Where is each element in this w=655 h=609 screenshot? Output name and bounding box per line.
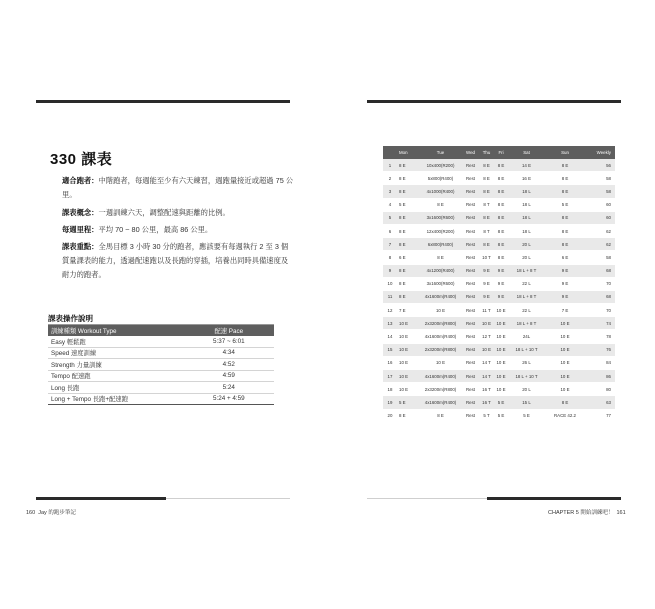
table-row [383,277,615,290]
thu-workout: 5 T [479,409,494,422]
fri-workout: 8 E [494,211,508,224]
paragraph-text: 中階跑者，每週能至少有六天練習，週跑量接近或超過 75 公里。 [62,176,294,199]
thu-workout: 8 T [479,224,494,237]
thu-workout: 8 E [479,238,494,251]
left-bottom-rule [36,497,166,500]
tue-workout: 2x3200m(R800) [419,343,462,356]
weekly-total: 84 [585,356,615,369]
table-row [383,396,615,409]
sat-workout: 18 L [508,224,545,237]
sun-workout: 8 E [545,159,585,172]
fri-workout: 10 E [494,356,508,369]
paragraph-label: 適合跑者： [62,176,99,185]
schedule-header-week [383,146,397,159]
table-row [383,304,615,317]
week-number: 2 [383,172,397,185]
pace-value: 5:24 + 4:59 [184,393,274,405]
sun-workout: 10 E [545,343,585,356]
thu-workout: 16 T [479,383,494,396]
schedule-header-sun: Sun [545,146,585,159]
sun-workout: RACE 42.2 [545,409,585,422]
sat-workout: 5 E [508,409,545,422]
tue-workout: 6x800(R400) [419,238,462,251]
weekly-total: 74 [585,317,615,330]
table-row [48,370,274,382]
table-row [383,251,615,264]
fri-workout: 8 E [494,159,508,172]
mon-workout: 8 E [397,238,419,251]
wed-workout: Rest [462,224,479,237]
table-row [48,336,274,347]
paragraph-concept [62,206,294,220]
weekly-total: 56 [585,159,615,172]
tue-workout: 2x3200m(R800) [419,383,462,396]
wed-workout: Rest [462,238,479,251]
week-number: 11 [383,290,397,303]
mon-workout: 8 E [397,409,419,422]
weekly-total: 76 [585,343,615,356]
paragraph-weekly-mileage [62,223,294,237]
fri-workout: 5 E [494,396,508,409]
table-row [48,359,274,371]
sun-workout: 10 E [545,317,585,330]
weekly-total: 70 [585,304,615,317]
tue-workout: 2x3200m(R800) [419,317,462,330]
mon-workout: 10 E [397,356,419,369]
sun-workout: 10 E [545,383,585,396]
week-number: 17 [383,370,397,383]
tue-workout: 8 E [419,409,462,422]
table-row [383,290,615,303]
sat-workout: 20 L [508,251,545,264]
sat-workout: 18 L [508,185,545,198]
wed-workout: Rest [462,330,479,343]
fri-workout: 5 E [494,409,508,422]
paragraph-label: 課表重點： [62,242,99,251]
fri-workout: 8 E [494,185,508,198]
fri-workout: 8 E [494,198,508,211]
tue-workout: 10x400(R200) [419,159,462,172]
pace-value: 4:34 [184,347,274,359]
sun-workout: 10 E [545,356,585,369]
wed-workout: Rest [462,383,479,396]
thu-workout: 10 E [479,343,494,356]
schedule-header-row [383,146,615,159]
table-row [48,393,274,405]
sun-workout: 10 E [545,330,585,343]
table-row [383,224,615,237]
thu-workout: 9 E [479,290,494,303]
wed-workout: Rest [462,211,479,224]
sat-workout: 15 L [508,396,545,409]
weekly-total: 70 [585,277,615,290]
thu-workout: 8 E [479,172,494,185]
sat-workout: 22 L [508,304,545,317]
ops-table-header [48,325,274,336]
fri-workout: 10 E [494,317,508,330]
week-number: 7 [383,238,397,251]
left-bottom-rule-thin [166,498,290,499]
schedule-header-sat: Sat [508,146,545,159]
pace-value: 5:37 ~ 6:01 [184,336,274,347]
mon-workout: 8 E [397,159,419,172]
tue-workout: 3x1600(R600) [419,211,462,224]
sat-workout: 18 L + 8 T [508,317,545,330]
sun-workout: 8 E [545,185,585,198]
wed-workout: Rest [462,159,479,172]
fri-workout: 9 E [494,264,508,277]
table-row [383,159,615,172]
right-top-rule [367,100,621,103]
week-number: 14 [383,330,397,343]
workout-type: Long + Tempo 長跑+配速跑 [48,393,184,405]
sat-workout: 18 L + 10 T [508,370,545,383]
book-title: Jay 的跑步筆記 [38,510,76,516]
schedule-header-fri: Fri [494,146,508,159]
thu-workout: 14 T [479,356,494,369]
week-number: 1 [383,159,397,172]
workout-type: Strength 力量訓練 [48,359,184,371]
tue-workout: 10 E [419,304,462,317]
wed-workout: Rest [462,198,479,211]
tue-workout: 4x1200(R400) [419,264,462,277]
week-number: 8 [383,251,397,264]
table-row [383,264,615,277]
fri-workout: 9 E [494,290,508,303]
sun-workout: 8 E [545,238,585,251]
wed-workout: Rest [462,185,479,198]
table-row [383,383,615,396]
wed-workout: Rest [462,277,479,290]
tue-workout: 4x1600m(R400) [419,370,462,383]
sat-workout: 18 L [508,211,545,224]
mon-workout: 8 E [397,185,419,198]
wed-workout: Rest [462,396,479,409]
mon-workout: 8 E [397,172,419,185]
weekly-total: 86 [585,370,615,383]
right-bottom-rule-thin [367,498,487,499]
ops-table [48,325,274,405]
table-row [383,317,615,330]
pace-value: 4:59 [184,370,274,382]
tue-workout: 10 E [419,356,462,369]
weekly-total: 58 [585,251,615,264]
week-number: 3 [383,185,397,198]
thu-workout: 14 T [479,370,494,383]
thu-workout: 16 T [479,396,494,409]
table-row [383,330,615,343]
week-number: 10 [383,277,397,290]
wed-workout: Rest [462,409,479,422]
week-number: 15 [383,343,397,356]
training-schedule-table [383,146,615,423]
schedule-header-tue: Tue [419,146,462,159]
wed-workout: Rest [462,251,479,264]
wed-workout: Rest [462,264,479,277]
paragraph-text: 一週訓練六天，調整配速與距離的比例。 [98,208,230,217]
paragraph-focus [62,240,294,282]
sun-workout: 8 E [545,396,585,409]
right-bottom-rule [487,497,621,500]
page-number: 160 [26,510,36,516]
sun-workout: 8 E [545,224,585,237]
table-row [383,343,615,356]
sat-workout: 14 E [508,159,545,172]
week-number: 13 [383,317,397,330]
fri-workout: 8 E [494,172,508,185]
fri-workout: 8 E [494,238,508,251]
sun-workout: 9 E [545,290,585,303]
weekly-total: 68 [585,290,615,303]
sun-workout: 5 E [545,198,585,211]
pace-value: 5:24 [184,382,274,394]
ops-section-title: 課表操作說明 [48,314,93,323]
thu-workout: 8 E [479,185,494,198]
table-row [383,172,615,185]
page-title: 330 課表 [50,151,113,168]
wed-workout: Rest [462,370,479,383]
fri-workout: 10 E [494,370,508,383]
weekly-total: 77 [585,409,615,422]
weekly-total: 62 [585,238,615,251]
thu-workout: 8 T [479,198,494,211]
mon-workout: 8 E [397,211,419,224]
thu-workout: 8 E [479,159,494,172]
schedule-header-mon: Mon [397,146,419,159]
thu-workout: 11 T [479,304,494,317]
left-page-footer [26,508,76,516]
sun-workout: 9 E [545,277,585,290]
fri-workout: 10 E [494,304,508,317]
sat-workout: 26 L [508,356,545,369]
fri-workout: 9 E [494,277,508,290]
table-row [383,409,615,422]
paragraph-label: 每週里程： [62,225,99,234]
wed-workout: Rest [462,172,479,185]
sat-workout: 18 L + 8 T [508,290,545,303]
mon-workout: 6 E [397,251,419,264]
week-number: 18 [383,383,397,396]
week-number: 4 [383,198,397,211]
week-number: 19 [383,396,397,409]
table-row [383,238,615,251]
week-number: 6 [383,224,397,237]
week-number: 12 [383,304,397,317]
sat-workout: 18 L + 8 T [508,264,545,277]
weekly-total: 58 [585,185,615,198]
table-row [383,185,615,198]
thu-workout: 10 T [479,251,494,264]
schedule-header-weekly: Weekly [585,146,615,159]
tue-workout: 4x1600m(R400) [419,330,462,343]
sun-workout: 8 E [545,211,585,224]
sat-workout: 18 L + 10 T [508,343,545,356]
week-number: 20 [383,409,397,422]
table-row [383,211,615,224]
page-number: 161 [616,510,626,516]
week-number: 5 [383,211,397,224]
workout-type: Speed 速度訓練 [48,347,184,359]
sun-workout: 9 E [545,264,585,277]
mon-workout: 10 E [397,343,419,356]
mon-workout: 5 E [397,396,419,409]
sat-workout: 18 L [508,198,545,211]
mon-workout: 10 E [397,317,419,330]
tue-workout: 4x1600m(R400) [419,396,462,409]
fri-workout: 10 E [494,383,508,396]
week-number: 16 [383,356,397,369]
mon-workout: 8 E [397,277,419,290]
wed-workout: Rest [462,304,479,317]
mon-workout: 8 E [397,224,419,237]
table-row [383,356,615,369]
fri-workout: 8 E [494,224,508,237]
chapter-title: CHAPTER 5 開始訓練吧！ [548,510,614,516]
mon-workout: 8 E [397,290,419,303]
fri-workout: 10 E [494,343,508,356]
wed-workout: Rest [462,290,479,303]
paragraph-text: 平均 70 ~ 80 公里，最高 86 公里。 [98,225,213,234]
table-row [48,347,274,359]
sat-workout: 22 L [508,277,545,290]
table-row [48,382,274,394]
week-number: 9 [383,264,397,277]
mon-workout: 8 E [397,264,419,277]
mon-workout: 10 E [397,330,419,343]
thu-workout: 9 E [479,264,494,277]
table-row [383,370,615,383]
thu-workout: 12 T [479,330,494,343]
fri-workout: 8 E [494,251,508,264]
sun-workout: 10 E [545,370,585,383]
workout-type: Tempo 配速跑 [48,370,184,382]
paragraph-label: 課表概念： [62,208,99,217]
ops-header-workout: 訓練種類 Workout Type [48,325,184,336]
tue-workout: 5x800(R400) [419,172,462,185]
weekly-total: 62 [585,224,615,237]
tue-workout: 12x400(R200) [419,224,462,237]
mon-workout: 5 E [397,198,419,211]
thu-workout: 10 E [479,317,494,330]
sat-workout: 24L [508,330,545,343]
pace-value: 4:52 [184,359,274,371]
mon-workout: 10 E [397,370,419,383]
sat-workout: 20 L [508,238,545,251]
right-page-footer [548,508,626,516]
sun-workout: 8 E [545,172,585,185]
workout-type: Easy 輕鬆跑 [48,336,184,347]
sun-workout: 7 E [545,304,585,317]
paragraph-target-runner [62,174,294,202]
weekly-total: 63 [585,396,615,409]
weekly-total: 60 [585,198,615,211]
sat-workout: 16 E [508,172,545,185]
ops-header-pace: 配速 Pace [184,325,274,336]
paragraph-text: 全馬目標 3 小時 30 分的跑者，應該要有每週執行 2 至 3 個質量課表的能力，透過配速跑以及長跑的穿插，培養出同時具備速度及耐力的跑者。 [62,242,289,279]
tue-workout: 4x1600m(R400) [419,290,462,303]
weekly-total: 80 [585,383,615,396]
wed-workout: Rest [462,317,479,330]
wed-workout: Rest [462,343,479,356]
thu-workout: 8 E [479,211,494,224]
sat-workout: 20 L [508,383,545,396]
tue-workout: 8 E [419,251,462,264]
schedule-header-wed: Wed [462,146,479,159]
tue-workout: 3x1600(R600) [419,277,462,290]
thu-workout: 9 E [479,277,494,290]
mon-workout: 7 E [397,304,419,317]
tue-workout: 8 E [419,198,462,211]
weekly-total: 78 [585,330,615,343]
weekly-total: 68 [585,264,615,277]
mon-workout: 10 E [397,383,419,396]
left-top-rule [36,100,290,103]
schedule-header-thu: Thu [479,146,494,159]
sun-workout: 6 E [545,251,585,264]
weekly-total: 58 [585,172,615,185]
fri-workout: 10 E [494,330,508,343]
table-row [383,198,615,211]
wed-workout: Rest [462,356,479,369]
workout-type: Long 長跑 [48,382,184,394]
weekly-total: 60 [585,211,615,224]
tue-workout: 4x1000(R400) [419,185,462,198]
